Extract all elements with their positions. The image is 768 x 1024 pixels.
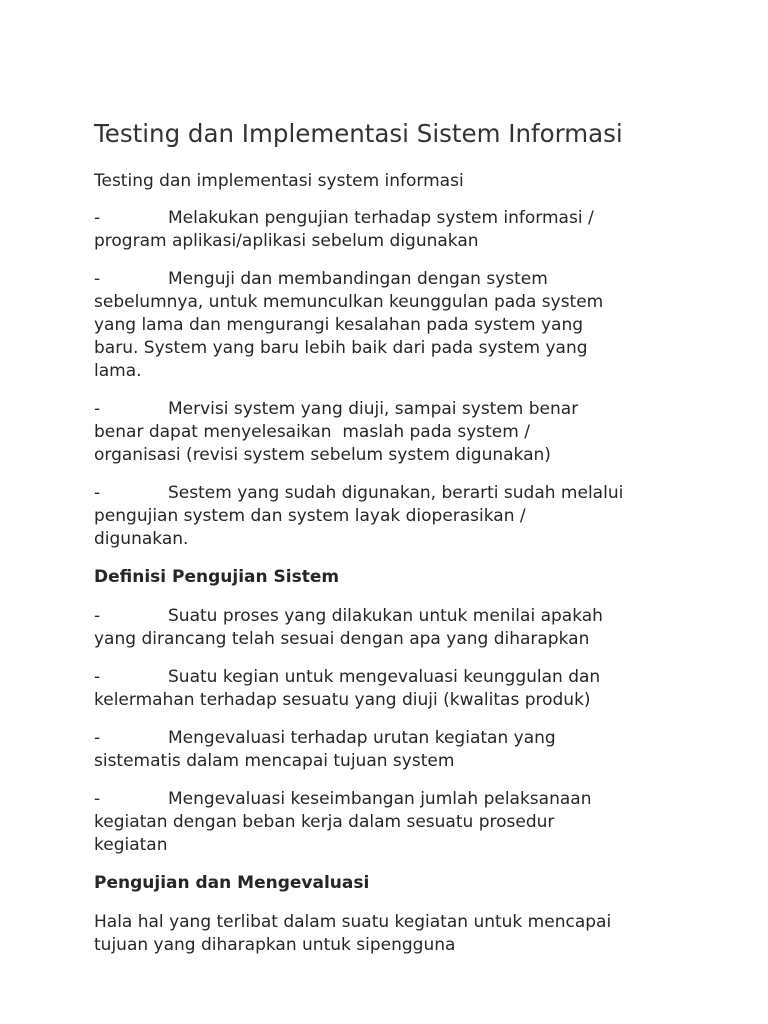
bullet-dash: - xyxy=(94,483,101,503)
bullet-text: yang dirancang telah sesuai dengan apa yang diharapkan xyxy=(94,629,590,649)
bullet-text: Menguji dan membandingan dengan system xyxy=(168,269,548,289)
bullet-text: kelermahan terhadap sesuatu yang diuji (kwalitas produk) xyxy=(94,690,591,710)
bullet-dash: - xyxy=(94,606,101,626)
bullet-text: program aplikasi/aplikasi sebelum digunakan xyxy=(94,231,479,251)
list-item xyxy=(94,605,694,651)
bullet-text: kegiatan xyxy=(94,835,168,855)
section-heading-pengujian: Pengujian dan Mengevaluasi xyxy=(94,873,370,893)
bullet-dash: - xyxy=(94,399,101,419)
list-item xyxy=(94,788,694,857)
bullet-dash: - xyxy=(94,728,101,748)
section-heading-definisi: Definisi Pengujian Sistem xyxy=(94,567,340,587)
intro-paragraph: Testing dan implementasi system informasi xyxy=(94,171,464,191)
bullet-dash: - xyxy=(94,208,101,228)
closing-paragraph xyxy=(94,911,694,957)
bullet-text: Mervisi system yang diuji, sampai system benar xyxy=(168,399,579,419)
bullet-text: digunakan. xyxy=(94,529,189,549)
bullet-text: sebelumnya, untuk memunculkan keunggulan pada system xyxy=(94,292,604,312)
list-item xyxy=(94,482,694,551)
bullet-text: Mengevaluasi keseimbangan jumlah pelaksanaan xyxy=(168,789,592,809)
bullet-text: Melakukan pengujian terhadap system informasi / xyxy=(168,208,594,228)
document-title: Testing dan Implementasi Sistem Informasi xyxy=(94,119,623,148)
bullet-text: kegiatan dengan beban kerja dalam sesuatu prosedur xyxy=(94,812,555,832)
section-definisi-list xyxy=(94,605,694,857)
paragraph-line: Hala hal yang terlibat dalam suatu kegiatan untuk mencapai xyxy=(94,912,612,932)
bullet-text: Suatu kegian untuk mengevaluasi keunggulan dan xyxy=(168,667,601,687)
bullet-dash: - xyxy=(94,269,101,289)
bullet-text: Mengevaluasi terhadap urutan kegiatan yang xyxy=(168,728,556,748)
bullet-text: yang lama dan mengurangi kesalahan pada system yang xyxy=(94,315,584,335)
bullet-dash: - xyxy=(94,789,101,809)
bullet-text: pengujian system dan system layak dioperasikan / xyxy=(94,506,526,526)
bullet-text: sistematis dalam mencapai tujuan system xyxy=(94,751,455,771)
bullet-text: Suatu proses yang dilakukan untuk menilai apakah xyxy=(168,606,603,626)
list-item xyxy=(94,398,694,467)
list-item xyxy=(94,207,694,253)
document-page xyxy=(94,118,694,972)
bullet-dash: - xyxy=(94,667,101,687)
bullet-text: organisasi (revisi system sebelum system digunakan) xyxy=(94,445,551,465)
paragraph-line: tujuan yang diharapkan untuk sipengguna xyxy=(94,935,456,955)
list-item xyxy=(94,666,694,712)
bullet-text: lama. xyxy=(94,361,142,381)
section-testing-list xyxy=(94,207,694,551)
bullet-text: benar dapat menyelesaikan maslah pada system / xyxy=(94,422,530,442)
bullet-text: baru. System yang baru lebih baik dari pada system yang xyxy=(94,338,588,358)
list-item xyxy=(94,268,694,383)
list-item xyxy=(94,727,694,773)
bullet-text: Sestem yang sudah digunakan, berarti sudah melalui xyxy=(168,483,624,503)
